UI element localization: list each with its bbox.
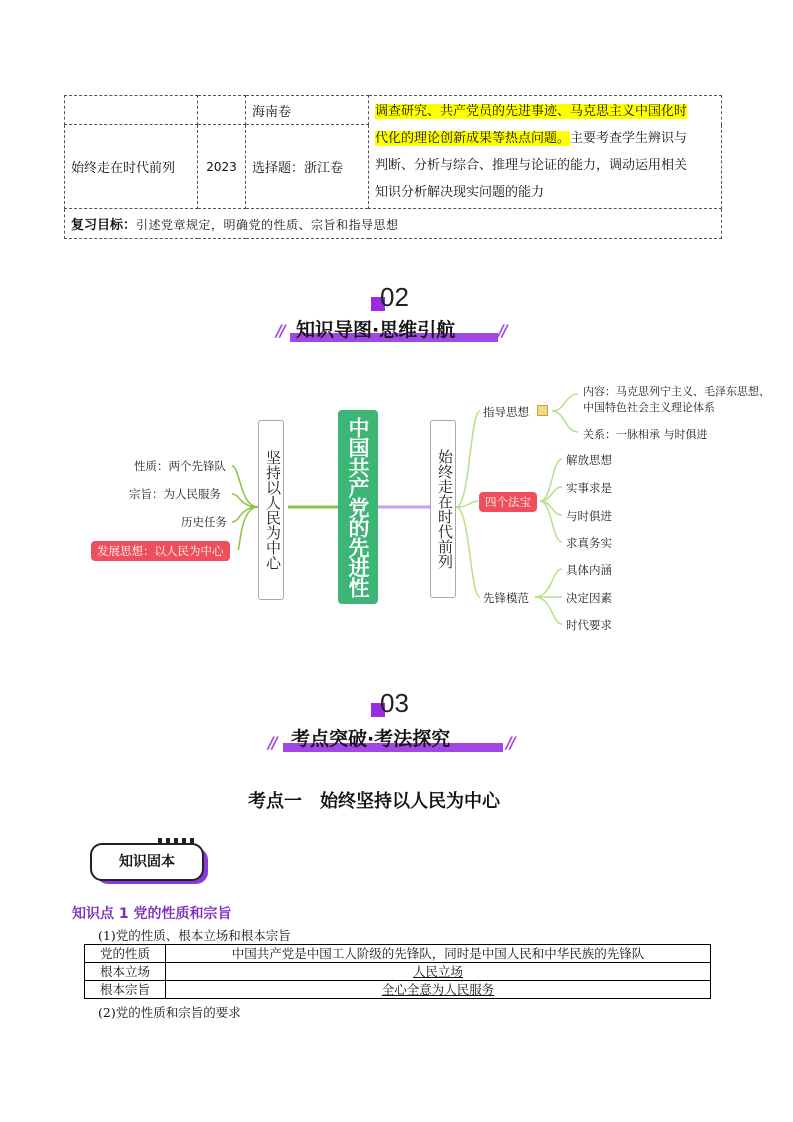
note-icon xyxy=(537,405,548,416)
table-row xyxy=(85,981,711,999)
mindmap-center-node xyxy=(338,410,378,604)
table-value-text: 人民立场 xyxy=(412,964,463,979)
decor-slash: // xyxy=(498,321,506,340)
mindmap-left-branch: 坚持以人民为中心 xyxy=(258,420,284,600)
decor-slash: // xyxy=(506,733,514,752)
mindmap-guide-content-1: 内容：马克思列宁主义、毛泽东思想、 xyxy=(583,385,770,398)
desc-highlight-2: 代化的理论创新成果等热点问题。 xyxy=(375,131,571,146)
mindmap-vanguard-item: 决定因素 xyxy=(566,591,612,605)
desc-rest-3: 知识分析解决现实问题的能力 xyxy=(375,185,545,200)
review-goal xyxy=(65,209,722,239)
sub-heading-1: (1)党的性质、根本立场和根本宗旨 xyxy=(98,928,291,943)
mindmap-guide-relation: 关系：一脉相承 与时俱进 xyxy=(583,428,708,441)
review-label: 复习目标： xyxy=(71,218,137,233)
badge-label: 知识固本 xyxy=(119,854,175,870)
mindmap-four-item: 与时俱进 xyxy=(566,509,612,523)
desc-rest-1: 主要考查学生辨识与 xyxy=(570,131,688,146)
mindmap-right-branch: 始终走在时代前列 xyxy=(430,420,456,598)
table-label: 根本立场 xyxy=(85,963,166,981)
exam-topic: 始终走在时代前列 xyxy=(65,125,198,209)
exam-cell-empty xyxy=(65,96,198,125)
decor-slash: // xyxy=(276,321,284,340)
point-title: 知识点 1 党的性质和宗旨 xyxy=(72,906,232,922)
review-text: 引述党章规定，明确党的性质、宗旨和指导思想 xyxy=(136,218,399,232)
table-value xyxy=(166,963,711,981)
mindmap-center-label: 中国共产党的先进性 xyxy=(346,417,370,597)
desc-rest-2: 判断、分析与综合、推理与论证的能力，调动运用相关 xyxy=(375,158,688,173)
mindmap-left-item: 性质：两个先锋队 xyxy=(134,459,226,473)
mindmap-vanguard-item: 时代要求 xyxy=(566,618,612,632)
badge-binding xyxy=(158,838,196,844)
mindmap-vanguard-item: 具体内涵 xyxy=(566,563,612,577)
table-label: 根本宗旨 xyxy=(85,981,166,999)
table-row xyxy=(85,963,711,981)
section-title: 知识导图·思维引航 xyxy=(296,319,456,341)
knowledge-table xyxy=(84,944,711,999)
mindmap-vanguard: 先锋模范 xyxy=(483,591,529,605)
mindmap-left-item: 历史任务 xyxy=(181,515,227,529)
section-title: 考点突破·考法探究 xyxy=(291,728,451,750)
exam-cell-empty xyxy=(198,96,246,125)
mindmap-left-highlight: 发展思想：以人民为中心 xyxy=(91,541,230,561)
table-row xyxy=(85,945,711,963)
table-label: 党的性质 xyxy=(85,945,166,963)
mindmap-four-item: 实事求是 xyxy=(566,481,612,495)
mindmap-four-treasures: 四个法宝 xyxy=(479,492,537,512)
mindmap-guide: 指导思想 xyxy=(483,405,529,419)
sub-heading-2: (2)党的性质和宗旨的要求 xyxy=(98,1005,241,1020)
decor-slash: // xyxy=(268,733,276,752)
exam-description xyxy=(369,96,722,209)
kaodian-title: 考点一 始终坚持以人民为中心 xyxy=(248,791,500,812)
exam-province: 海南卷 xyxy=(246,96,369,125)
exam-question-type: 选择题：浙江卷 xyxy=(246,125,369,209)
exam-table xyxy=(64,95,722,239)
table-value-text: 全心全意为人民服务 xyxy=(381,982,495,997)
mindmap-four-item: 解放思想 xyxy=(566,453,612,467)
exam-year: 2023 xyxy=(198,125,246,209)
mindmap-left-item: 宗旨：为人民服务 xyxy=(129,487,221,501)
section-number: 03 xyxy=(380,688,409,718)
table-value xyxy=(166,981,711,999)
desc-highlight-1: 调查研究、共产党员的先进事迹、马克思主义中国化时 xyxy=(375,104,688,119)
table-value xyxy=(166,945,711,963)
knowledge-badge xyxy=(90,843,204,881)
section-number: 02 xyxy=(380,282,409,312)
mindmap-four-item: 求真务实 xyxy=(566,536,612,550)
mindmap-guide-content-2: 中国特色社会主义理论体系 xyxy=(583,401,715,414)
table-value-text: 中国共产党是中国工人阶级的先锋队，同时是中国人民和中华民族的先锋队 xyxy=(231,946,645,961)
